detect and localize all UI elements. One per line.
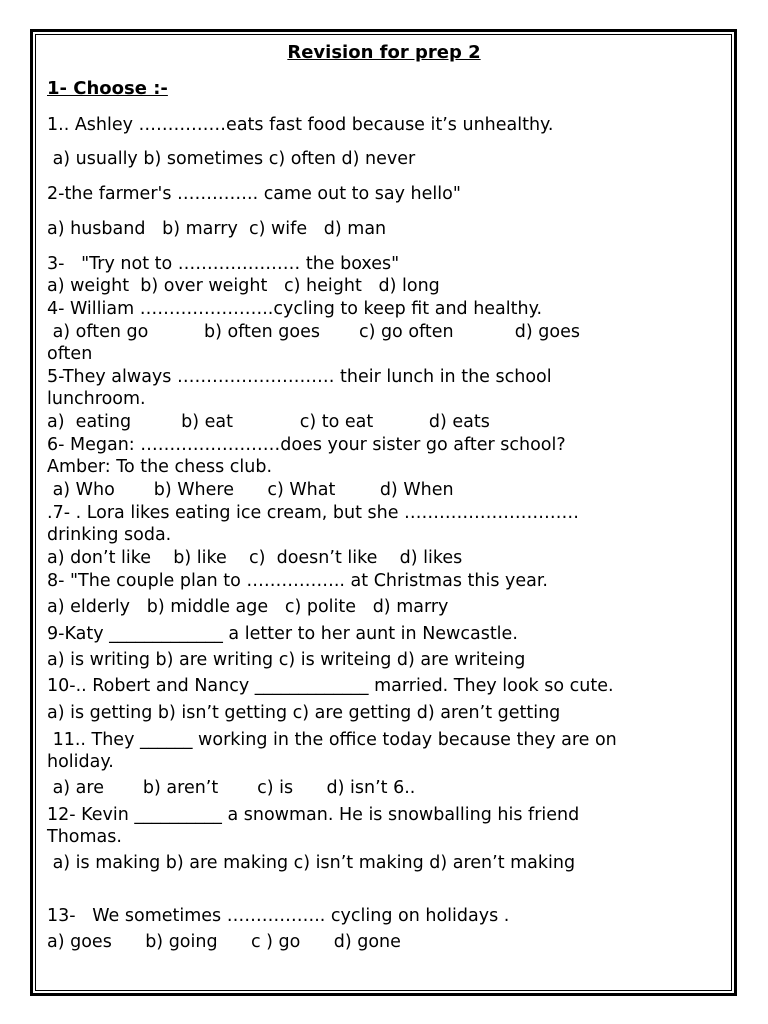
question-9: 9-Katy _____________ a letter to her aunt in Newcastle. bbox=[47, 624, 518, 644]
question-5: 5-They always ……………………… their lunch in the school bbox=[47, 367, 552, 387]
section-heading: 1- Choose :- bbox=[47, 78, 168, 99]
question-10-options: a) is getting b) isn’t getting c) are getting d) aren’t getting bbox=[47, 703, 561, 723]
question-7: .7- . Lora likes eating ice cream, but she ………………………… bbox=[47, 503, 580, 523]
question-13-options: a) goes b) going c ) go d) gone bbox=[47, 932, 401, 952]
question-11-cont: holiday. bbox=[47, 752, 114, 772]
question-1: 1.. Ashley ……………eats fast food because it’s unhealthy. bbox=[47, 115, 554, 135]
question-4-options: a) often go b) often goes c) go often d) goes bbox=[47, 322, 580, 342]
question-5-options: a) eating b) eat c) to eat d) eats bbox=[47, 412, 490, 432]
question-12-options: a) is making b) are making c) isn’t making d) aren’t making bbox=[47, 853, 576, 873]
question-7-options: a) don’t like b) like c) doesn’t like d) likes bbox=[47, 548, 463, 568]
question-12: 12- Kevin __________ a snowman. He is snowballing his friend bbox=[47, 805, 580, 825]
question-6-options: a) Who b) Where c) What d) When bbox=[47, 480, 454, 500]
question-6: 6- Megan: ……………………does your sister go after school? bbox=[47, 435, 566, 455]
question-7-cont: drinking soda. bbox=[47, 525, 172, 545]
question-3-options: a) weight b) over weight c) height d) long bbox=[47, 276, 440, 296]
question-11: 11.. They ______ working in the office today because they are on bbox=[47, 730, 617, 750]
page-title: Revision for prep 2 bbox=[287, 42, 481, 63]
question-5-cont: lunchroom. bbox=[47, 389, 146, 409]
question-8: 8- "The couple plan to …………….. at Christmas this year. bbox=[47, 571, 548, 591]
question-2-options: a) husband b) marry c) wife d) man bbox=[47, 219, 387, 239]
question-2: 2-the farmer's ………….. came out to say hello" bbox=[47, 184, 461, 204]
question-4: 4- William …………………..cycling to keep fit and healthy. bbox=[47, 299, 543, 319]
question-13: 13- We sometimes …………….. cycling on holidays . bbox=[47, 906, 510, 926]
question-6-cont: Amber: To the chess club. bbox=[47, 457, 273, 477]
question-8-options: a) elderly b) middle age c) polite d) marry bbox=[47, 597, 449, 617]
question-10: 10-.. Robert and Nancy _____________ married. They look so cute. bbox=[47, 676, 614, 696]
question-9-options: a) is writing b) are writing c) is writeing d) are writeing bbox=[47, 650, 526, 670]
question-3: 3- "Try not to ………………… the boxes" bbox=[47, 254, 400, 274]
question-12-cont: Thomas. bbox=[47, 827, 122, 847]
question-1-options: a) usually b) sometimes c) often d) never bbox=[47, 149, 416, 169]
question-4-options-cont: often bbox=[47, 344, 93, 364]
question-11-options: a) are b) aren’t c) is d) isn’t 6.. bbox=[47, 778, 416, 798]
